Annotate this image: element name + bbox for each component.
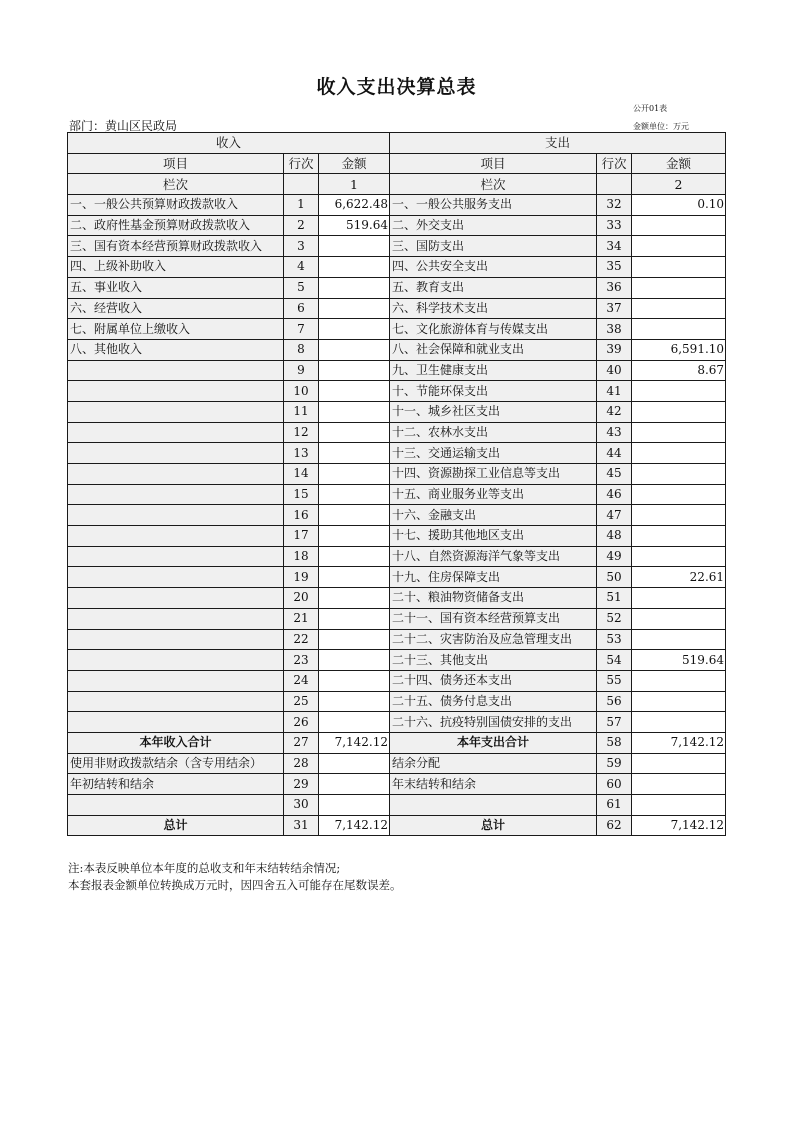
expense-amount — [632, 588, 726, 609]
expense-amount: 7,142.12 — [632, 815, 726, 836]
expense-amount: 22.61 — [632, 567, 726, 588]
income-amount — [319, 608, 390, 629]
expense-item: 二、外交支出 — [390, 215, 597, 236]
expense-row-no: 42 — [597, 401, 632, 422]
income-item — [68, 422, 284, 443]
expense-item: 一、一般公共服务支出 — [390, 195, 597, 216]
expense-amount — [632, 526, 726, 547]
expense-item: 十三、交通运输支出 — [390, 443, 597, 464]
expense-row-no: 61 — [597, 795, 632, 816]
expense-row-no: 50 — [597, 567, 632, 588]
table-row — [68, 298, 726, 319]
expense-item: 七、文化旅游体育与传媒支出 — [390, 319, 597, 340]
income-amount — [319, 401, 390, 422]
income-item — [68, 546, 284, 567]
table-row — [68, 691, 726, 712]
expense-row-no: 37 — [597, 298, 632, 319]
form-number: 公开01表 — [633, 104, 668, 113]
expense-amount — [632, 484, 726, 505]
table-row — [68, 505, 726, 526]
expense-row-no: 54 — [597, 650, 632, 671]
income-row-no: 28 — [284, 753, 319, 774]
income-item: 八、其他收入 — [68, 339, 284, 360]
expense-amount: 0.10 — [632, 195, 726, 216]
income-row-no: 29 — [284, 774, 319, 795]
expense-item: 本年支出合计 — [390, 732, 597, 753]
expense-amount — [632, 712, 726, 733]
income-amount — [319, 650, 390, 671]
table-row — [68, 277, 726, 298]
table-row — [68, 774, 726, 795]
expense-column-number: 2 — [632, 174, 726, 195]
income-item — [68, 670, 284, 691]
expense-item: 六、科学技术支出 — [390, 298, 597, 319]
expense-row-no: 45 — [597, 464, 632, 485]
income-amount — [319, 691, 390, 712]
expense-column-blank — [597, 174, 632, 195]
table-row — [68, 443, 726, 464]
column-number-row — [68, 174, 726, 195]
expense-item: 二十二、灾害防治及应急管理支出 — [390, 629, 597, 650]
expense-item: 十七、援助其他地区支出 — [390, 526, 597, 547]
table-row — [68, 567, 726, 588]
expense-amount: 519.64 — [632, 650, 726, 671]
expense-row-no: 52 — [597, 608, 632, 629]
income-amount — [319, 546, 390, 567]
page-title: 收入支出决算总表 — [316, 76, 477, 98]
income-item — [68, 608, 284, 629]
expense-item: 二十一、国有资本经营预算支出 — [390, 608, 597, 629]
income-item: 六、经营收入 — [68, 298, 284, 319]
income-amount — [319, 236, 390, 257]
expense-row-no: 33 — [597, 215, 632, 236]
table-row — [68, 381, 726, 402]
income-amount — [319, 381, 390, 402]
expense-row-no: 35 — [597, 257, 632, 278]
expense-item: 十八、自然资源海洋气象等支出 — [390, 546, 597, 567]
expense-item: 十五、商业服务业等支出 — [390, 484, 597, 505]
expense-row-no: 34 — [597, 236, 632, 257]
table-row — [68, 257, 726, 278]
expense-item: 五、教育支出 — [390, 277, 597, 298]
expense-amount — [632, 505, 726, 526]
income-amount — [319, 795, 390, 816]
expense-row-no: 48 — [597, 526, 632, 547]
income-item — [68, 795, 284, 816]
expense-amount: 6,591.10 — [632, 339, 726, 360]
income-row-no: 31 — [284, 815, 319, 836]
income-row-no: 21 — [284, 608, 319, 629]
group-header-row — [68, 133, 726, 154]
expense-item: 二十、粮油物资储备支出 — [390, 588, 597, 609]
expense-row-no: 41 — [597, 381, 632, 402]
income-item — [68, 588, 284, 609]
expense-amount — [632, 277, 726, 298]
income-amount: 519.64 — [319, 215, 390, 236]
income-amount — [319, 629, 390, 650]
department-label: 部门：黄山区民政局 — [69, 119, 178, 133]
income-row-no: 5 — [284, 277, 319, 298]
expense-row-no: 46 — [597, 484, 632, 505]
income-item — [68, 381, 284, 402]
income-row-no-header: 行次 — [284, 153, 319, 174]
expense-amount-header: 金额 — [632, 153, 726, 174]
table-row — [68, 319, 726, 340]
expense-item: 二十四、债务还本支出 — [390, 670, 597, 691]
expense-item: 二十五、债务付息支出 — [390, 691, 597, 712]
amount-unit-label: 金额单位：万元 — [633, 122, 689, 131]
income-amount — [319, 753, 390, 774]
footnote: 注:本表反映单位本年度的总收支和年末结转结余情况; — [68, 861, 341, 875]
income-row-no: 1 — [284, 195, 319, 216]
income-amount — [319, 505, 390, 526]
expense-row-no: 51 — [597, 588, 632, 609]
income-row-no: 16 — [284, 505, 319, 526]
income-row-no: 20 — [284, 588, 319, 609]
expense-row-no: 57 — [597, 712, 632, 733]
expense-amount — [632, 464, 726, 485]
subtotal-row — [68, 732, 726, 753]
expense-item-header: 项目 — [390, 153, 597, 174]
income-row-no: 19 — [284, 567, 319, 588]
income-item: 总计 — [68, 815, 284, 836]
income-amount — [319, 277, 390, 298]
expense-row-no: 58 — [597, 732, 632, 753]
income-row-no: 27 — [284, 732, 319, 753]
income-row-no: 14 — [284, 464, 319, 485]
income-row-no: 10 — [284, 381, 319, 402]
income-amount — [319, 464, 390, 485]
income-row-no: 13 — [284, 443, 319, 464]
footnotes — [68, 860, 402, 894]
income-amount: 7,142.12 — [319, 815, 390, 836]
income-row-no: 12 — [284, 422, 319, 443]
expense-row-no: 32 — [597, 195, 632, 216]
income-amount — [319, 774, 390, 795]
income-row-no: 7 — [284, 319, 319, 340]
table-row — [68, 795, 726, 816]
income-row-no: 18 — [284, 546, 319, 567]
table-row — [68, 588, 726, 609]
expense-amount — [632, 443, 726, 464]
income-amount — [319, 670, 390, 691]
income-item — [68, 691, 284, 712]
income-column-label: 栏次 — [68, 174, 284, 195]
expense-column-label: 栏次 — [390, 174, 597, 195]
income-amount: 6,622.48 — [319, 195, 390, 216]
expense-row-no: 56 — [597, 691, 632, 712]
expense-item: 九、卫生健康支出 — [390, 360, 597, 381]
expense-item: 十四、资源勘探工业信息等支出 — [390, 464, 597, 485]
income-row-no: 8 — [284, 339, 319, 360]
income-group-header: 收入 — [68, 133, 390, 154]
income-row-no: 15 — [284, 484, 319, 505]
expense-amount — [632, 753, 726, 774]
expense-row-no: 55 — [597, 670, 632, 691]
income-row-no: 11 — [284, 401, 319, 422]
income-item — [68, 484, 284, 505]
income-row-no: 3 — [284, 236, 319, 257]
income-amount — [319, 298, 390, 319]
income-item: 四、上级补助收入 — [68, 257, 284, 278]
table-row — [68, 339, 726, 360]
expense-amount — [632, 401, 726, 422]
expense-item: 八、社会保障和就业支出 — [390, 339, 597, 360]
expense-amount — [632, 691, 726, 712]
income-amount — [319, 567, 390, 588]
table-row — [68, 484, 726, 505]
income-amount — [319, 484, 390, 505]
expense-item: 十九、住房保障支出 — [390, 567, 597, 588]
expense-amount — [632, 795, 726, 816]
income-item — [68, 650, 284, 671]
income-item — [68, 443, 284, 464]
expense-row-no: 39 — [597, 339, 632, 360]
income-amount-header: 金额 — [319, 153, 390, 174]
income-item: 本年收入合计 — [68, 732, 284, 753]
income-amount — [319, 257, 390, 278]
expense-item: 二十六、抗疫特别国债安排的支出 — [390, 712, 597, 733]
expense-amount — [632, 670, 726, 691]
income-row-no: 2 — [284, 215, 319, 236]
expense-item — [390, 795, 597, 816]
table-row — [68, 712, 726, 733]
income-amount: 7,142.12 — [319, 732, 390, 753]
income-row-no: 6 — [284, 298, 319, 319]
expense-amount — [632, 422, 726, 443]
income-row-no: 26 — [284, 712, 319, 733]
income-item — [68, 629, 284, 650]
expense-row-no-header: 行次 — [597, 153, 632, 174]
table-row — [68, 195, 726, 216]
income-amount — [319, 526, 390, 547]
expense-row-no: 53 — [597, 629, 632, 650]
income-row-no: 9 — [284, 360, 319, 381]
income-amount — [319, 319, 390, 340]
expense-item: 十一、城乡社区支出 — [390, 401, 597, 422]
income-item: 二、政府性基金预算财政拨款收入 — [68, 215, 284, 236]
expense-amount — [632, 381, 726, 402]
expense-amount — [632, 215, 726, 236]
table-row — [68, 422, 726, 443]
income-column-blank — [284, 174, 319, 195]
table-row — [68, 753, 726, 774]
income-item: 年初结转和结余 — [68, 774, 284, 795]
expense-item: 三、国防支出 — [390, 236, 597, 257]
expense-amount: 8.67 — [632, 360, 726, 381]
expense-item: 总计 — [390, 815, 597, 836]
income-amount — [319, 443, 390, 464]
income-item: 一、一般公共预算财政拨款收入 — [68, 195, 284, 216]
income-amount — [319, 360, 390, 381]
expense-row-no: 40 — [597, 360, 632, 381]
expense-amount — [632, 298, 726, 319]
income-item — [68, 526, 284, 547]
income-amount — [319, 588, 390, 609]
expense-row-no: 60 — [597, 774, 632, 795]
expense-row-no: 62 — [597, 815, 632, 836]
expense-amount — [632, 236, 726, 257]
table-row — [68, 650, 726, 671]
income-row-no: 25 — [284, 691, 319, 712]
expense-item: 结余分配 — [390, 753, 597, 774]
income-item — [68, 401, 284, 422]
income-amount — [319, 339, 390, 360]
income-row-no: 23 — [284, 650, 319, 671]
expense-row-no: 38 — [597, 319, 632, 340]
income-item — [68, 505, 284, 526]
income-item — [68, 712, 284, 733]
expense-item: 十二、农林水支出 — [390, 422, 597, 443]
table-row — [68, 526, 726, 547]
income-amount — [319, 422, 390, 443]
expense-item: 十六、金融支出 — [390, 505, 597, 526]
total-row — [68, 815, 726, 836]
income-item: 三、国有资本经营预算财政拨款收入 — [68, 236, 284, 257]
income-item: 使用非财政拨款结余（含专用结余） — [68, 753, 284, 774]
income-item — [68, 360, 284, 381]
table-row — [68, 401, 726, 422]
expense-row-no: 59 — [597, 753, 632, 774]
footnote: 本套报表金额单位转换成万元时，因四舍五入可能存在尾数误差。 — [68, 878, 402, 892]
expense-amount — [632, 629, 726, 650]
expense-item: 二十三、其他支出 — [390, 650, 597, 671]
table-row — [68, 464, 726, 485]
table-row — [68, 546, 726, 567]
income-row-no: 30 — [284, 795, 319, 816]
income-column-number: 1 — [319, 174, 390, 195]
table-row — [68, 360, 726, 381]
income-amount — [319, 712, 390, 733]
income-item-header: 项目 — [68, 153, 284, 174]
income-row-no: 17 — [284, 526, 319, 547]
income-expense-table — [67, 132, 726, 836]
expense-amount — [632, 319, 726, 340]
income-item: 五、事业收入 — [68, 277, 284, 298]
table-row — [68, 236, 726, 257]
expense-row-no: 49 — [597, 546, 632, 567]
income-row-no: 4 — [284, 257, 319, 278]
income-row-no: 24 — [284, 670, 319, 691]
income-item: 七、附属单位上缴收入 — [68, 319, 284, 340]
table-row — [68, 608, 726, 629]
income-item — [68, 567, 284, 588]
expense-group-header: 支出 — [390, 133, 726, 154]
expense-item: 年末结转和结余 — [390, 774, 597, 795]
expense-amount: 7,142.12 — [632, 732, 726, 753]
expense-row-no: 36 — [597, 277, 632, 298]
expense-amount — [632, 774, 726, 795]
expense-amount — [632, 546, 726, 567]
expense-item: 十、节能环保支出 — [390, 381, 597, 402]
column-header-row — [68, 153, 726, 174]
income-row-no: 22 — [284, 629, 319, 650]
table-row — [68, 215, 726, 236]
table-row — [68, 629, 726, 650]
expense-row-no: 44 — [597, 443, 632, 464]
expense-amount — [632, 257, 726, 278]
expense-item: 四、公共安全支出 — [390, 257, 597, 278]
expense-amount — [632, 608, 726, 629]
income-item — [68, 464, 284, 485]
expense-row-no: 47 — [597, 505, 632, 526]
expense-row-no: 43 — [597, 422, 632, 443]
table-row — [68, 670, 726, 691]
